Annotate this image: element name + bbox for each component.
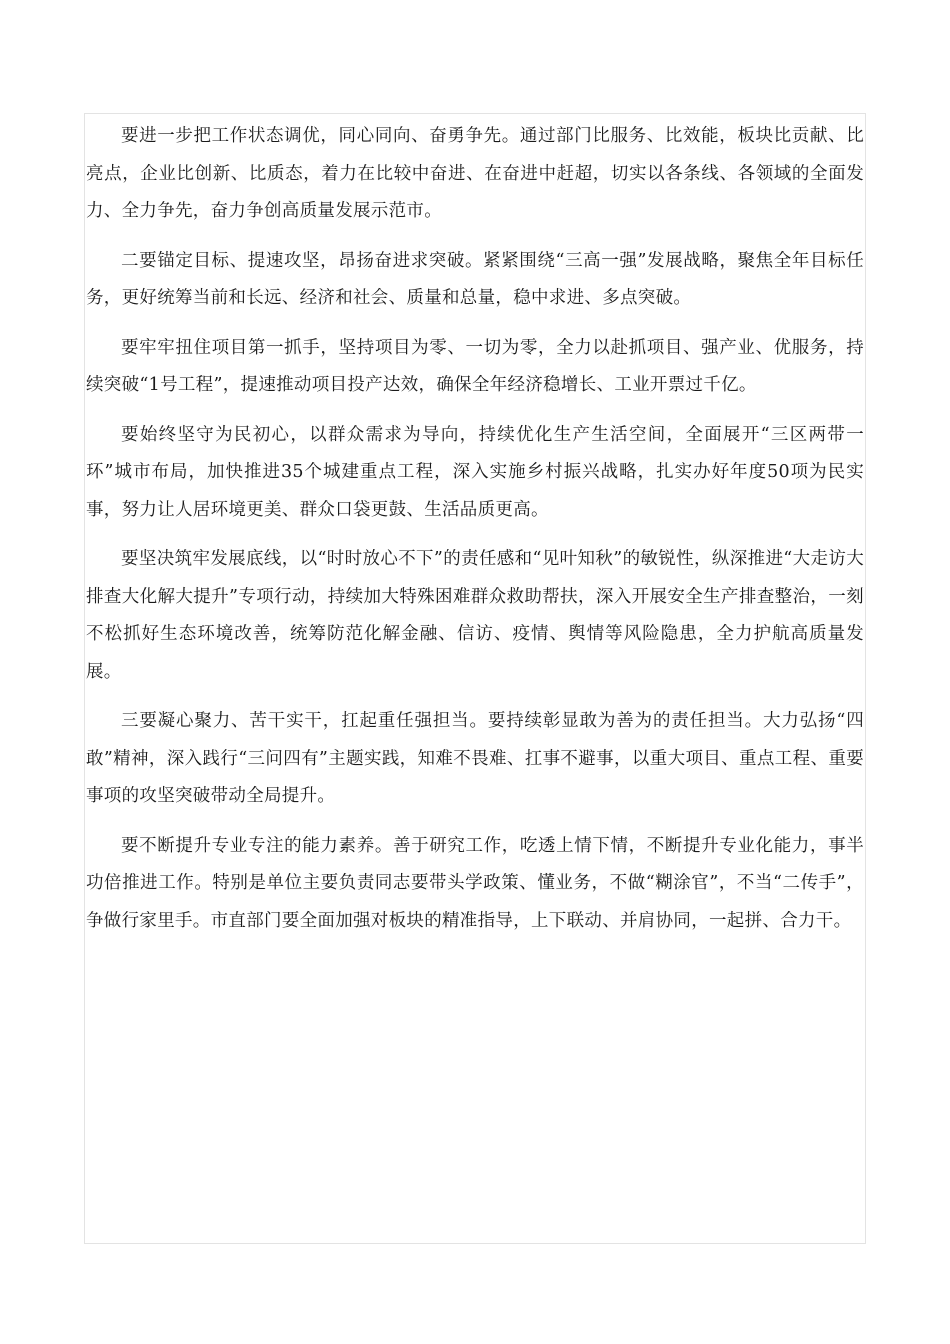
paragraph: 要始终坚守为民初心，以群众需求为导向，持续优化生产生活空间，全面展开“三区两带一环”城市布局，加快推进35个城建重点工程，深入实施乡村振兴战略，扎实办好年度50项为民实事，努力让人居环境更美、群众口袋更鼓、生活品质更高。	[86, 424, 864, 520]
paragraph: 要牢牢扭住项目第一抓手，坚持项目为零、一切为零，全力以赴抓项目、强产业、优服务，持续突破“1号工程”，提速推动项目投产达效，确保全年经济稳增长、工业开票过千亿。	[86, 337, 864, 395]
paragraph: 要不断提升专业专注的能力素养。善于研究工作，吃透上情下情，不断提升专业化能力，事半功倍推进工作。特别是单位主要负责同志要带头学政策、懂业务，不做“糊涂官”，不当“二传手”，争做行家里手。市直部门要全面加强对板块的精准指导，上下联动、并肩协同，一起拼、合力干。	[86, 835, 864, 931]
paragraph: 要坚决筑牢发展底线，以“时时放心不下”的责任感和“见叶知秋”的敏锐性，纵深推进“大走访大排查大化解大提升”专项行动，持续加大特殊困难群众救助帮扶，深入开展安全生产排查整治，一刻不松抓好生态环境改善，统筹防范化解金融、信访、疫情、舆情等风险隐患，全力护航高质量发展。	[86, 549, 864, 682]
document-body	[86, 118, 864, 952]
paragraph: 二要锚定目标、提速攻坚，昂扬奋进求突破。紧紧围绕“三高一强”发展战略，聚焦全年目标任务，更好统筹当前和长远、经济和社会、质量和总量，稳中求进、多点突破。	[86, 250, 864, 308]
paragraph: 要进一步把工作状态调优，同心同向、奋勇争先。通过部门比服务、比效能，板块比贡献、比亮点，企业比创新、比质态，着力在比较中奋进、在奋进中赶超，切实以各条线、各领域的全面发力、全力争先，奋力争创高质量发展示范市。	[86, 126, 864, 221]
paragraph: 三要凝心聚力、苦干实干，扛起重任强担当。要持续彰显敢为善为的责任担当。大力弘扬“四敢”精神，深入践行“三问四有”主题实践，知难不畏难、扛事不避事，以重大项目、重点工程、重要事项的攻坚突破带动全局提升。	[86, 711, 864, 806]
